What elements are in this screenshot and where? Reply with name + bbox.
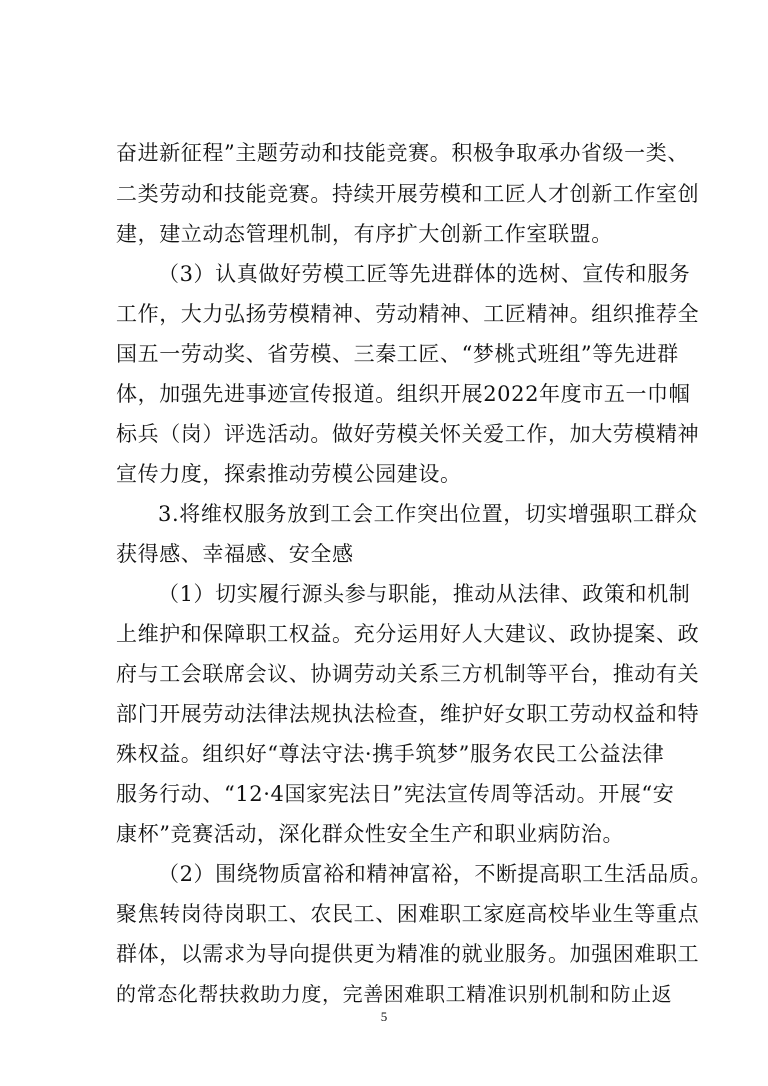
body-text-line: 上维护和保障职工权益。充分运用好人大建议、政协提案、政 <box>116 622 700 646</box>
body-text-line: 体，加强先进事迹宣传报道。组织开展2022年度市五一巾帼 <box>116 382 691 406</box>
paragraph-start-line: （2）围绕物质富裕和精神富裕，不断提高职工生活品质。 <box>158 862 712 886</box>
body-text-line: 建，建立动态管理机制，有序扩大创新工作室联盟。 <box>116 222 613 246</box>
body-text-line: 奋进新征程”主题劳动和技能竞赛。积极争取承办省级一类、 <box>116 141 689 165</box>
body-text-line: 宣传力度，探索推动劳模公园建设。 <box>116 462 462 486</box>
body-text-line: 群体，以需求为导向提供更为精准的就业服务。加强困难职工 <box>116 942 700 966</box>
body-text-line: 工作，大力弘扬劳模精神、劳动精神、工匠精神。组织推荐全 <box>116 302 700 326</box>
body-text-line: 标兵（岗）评选活动。做好劳模关怀关爱工作，加大劳模精神 <box>116 422 700 446</box>
body-text-line: 部门开展劳动法律法规执法检查，维护好女职工劳动权益和特 <box>116 702 700 726</box>
body-text-line: 国五一劳动奖、省劳模、三秦工匠、“梦桃式班组”等先进群 <box>116 342 679 366</box>
body-text-line: 康杯”竞赛活动，深化群众性安全生产和职业病防治。 <box>116 822 625 846</box>
page-number: 5 <box>380 1009 388 1024</box>
body-text-line: 的常态化帮扶救助力度，完善困难职工精准识别机制和防止返 <box>116 982 673 1006</box>
body-text-line: 二类劳动和技能竞赛。持续开展劳模和工匠人才创新工作室创 <box>116 182 700 206</box>
body-text-line: 聚焦转岗待岗职工、农民工、困难职工家庭高校毕业生等重点 <box>116 902 700 926</box>
section-heading-line: 获得感、幸福感、安全感 <box>116 542 354 566</box>
body-text-line: 服务行动、“12·4国家宪法日”宪法宣传周等活动。开展“安 <box>116 782 675 806</box>
section-heading-line: 3.将维权服务放到工会工作突出位置，切实增强职工群众 <box>158 502 698 526</box>
body-text-line: 殊权益。组织好“尊法守法·携手筑梦”服务农民工公益法律 <box>116 742 665 766</box>
paragraph-start-line: （1）切实履行源头参与职能，推动从法律、政策和机制 <box>158 582 691 606</box>
body-text-line: 府与工会联席会议、协调劳动关系三方机制等平台，推动有关 <box>116 662 700 686</box>
paragraph-start-line: （3）认真做好劳模工匠等先进群体的选树、宣传和服务 <box>158 262 691 286</box>
